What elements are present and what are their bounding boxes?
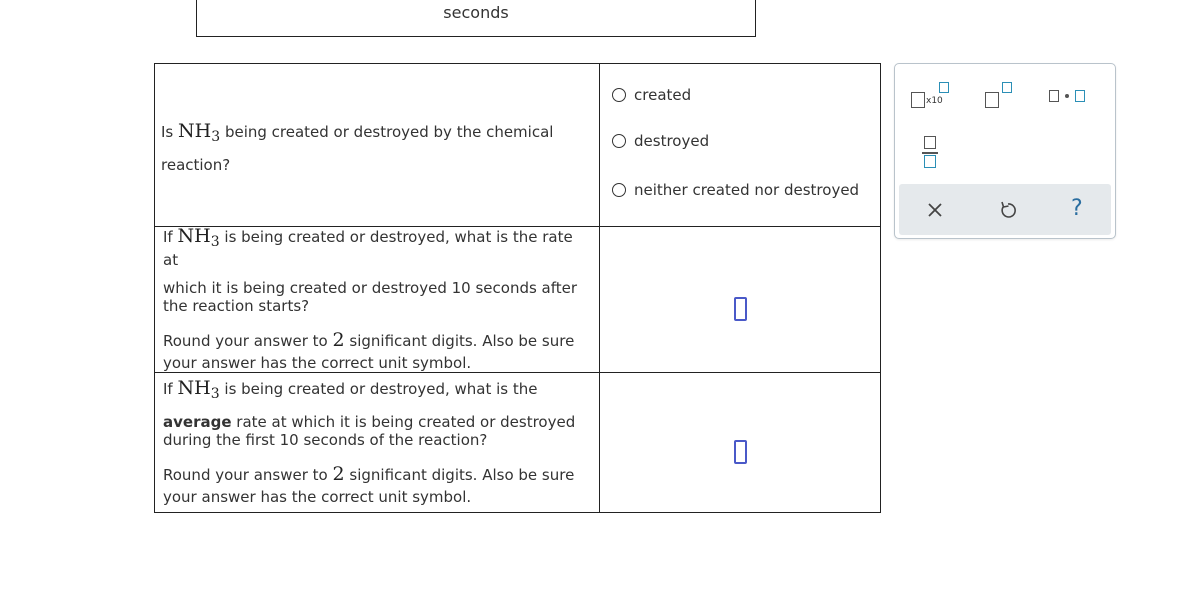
seconds-field <box>196 0 756 37</box>
rounding-instruction: Round your answer to 2 significant digits. Also be sure <box>163 329 575 351</box>
times-icon <box>923 198 947 222</box>
left-operand-icon <box>1049 90 1059 102</box>
exponent-slot-icon <box>939 82 949 93</box>
numerator-slot-icon <box>924 136 936 149</box>
fraction-bar-icon <box>922 152 938 154</box>
superscript-slot-icon <box>1002 82 1012 93</box>
question-cell-3: If $NH_3$ is being created or destroyed, what is the average rate at which it is being created or destroyed during the first 10 seconds of the reaction? Round your answer to 2 significant digits. Also be sure your answer has the correct unit symbol. <box>155 373 600 513</box>
question-cell-1: Is $NH_3$ being created or destroyed by the chemical reaction? <box>155 64 600 227</box>
palette-toolbar <box>899 184 1111 235</box>
radio-option-neither[interactable]: neither created nor destroyed <box>600 178 880 202</box>
multiply-dot-button[interactable] <box>1049 86 1089 106</box>
base-slot-icon <box>911 92 925 108</box>
radio-button[interactable] <box>612 183 626 197</box>
seconds-label: seconds <box>443 3 509 22</box>
rounding-instruction: Round your answer to 2 significant digits. Also be sure <box>163 463 575 485</box>
denominator-slot-icon <box>924 155 936 168</box>
fraction-button[interactable] <box>921 136 941 170</box>
nh3-formula: $NH_3$ <box>178 120 221 145</box>
undo-button[interactable] <box>996 198 1020 222</box>
clear-button[interactable] <box>923 198 947 222</box>
radio-button[interactable] <box>612 134 626 148</box>
answer-cell-3 <box>600 373 881 513</box>
radio-button[interactable] <box>612 88 626 102</box>
answer-cell-1 <box>600 64 881 227</box>
help-button[interactable] <box>1067 196 1091 224</box>
nh3-formula: $NH_3$ <box>177 377 220 402</box>
radio-option-created[interactable]: created <box>600 83 880 107</box>
superscript-button[interactable] <box>985 80 1017 110</box>
help-icon: ? <box>1071 196 1083 221</box>
rate-answer-input[interactable] <box>734 297 747 321</box>
right-operand-icon <box>1075 90 1085 102</box>
answer-cell-2 <box>600 227 881 373</box>
undo-icon <box>996 198 1020 222</box>
math-palette <box>894 63 1116 239</box>
question-cell-2: If $NH_3$ is being created or destroyed, what is the rate at which it is being created or destroyed 10 seconds after the reaction starts? Round your answer to 2 significant digits. Also be sure your answer has the correct unit symbol. <box>155 227 600 373</box>
radio-option-destroyed[interactable]: destroyed <box>600 129 880 153</box>
question-table <box>154 63 881 513</box>
nh3-formula: $NH_3$ <box>177 225 220 250</box>
average-rate-answer-input[interactable] <box>734 440 747 464</box>
dot-icon <box>1065 94 1069 98</box>
base-slot-icon <box>985 92 999 108</box>
times-ten-power-button[interactable]: x10 <box>909 80 949 110</box>
